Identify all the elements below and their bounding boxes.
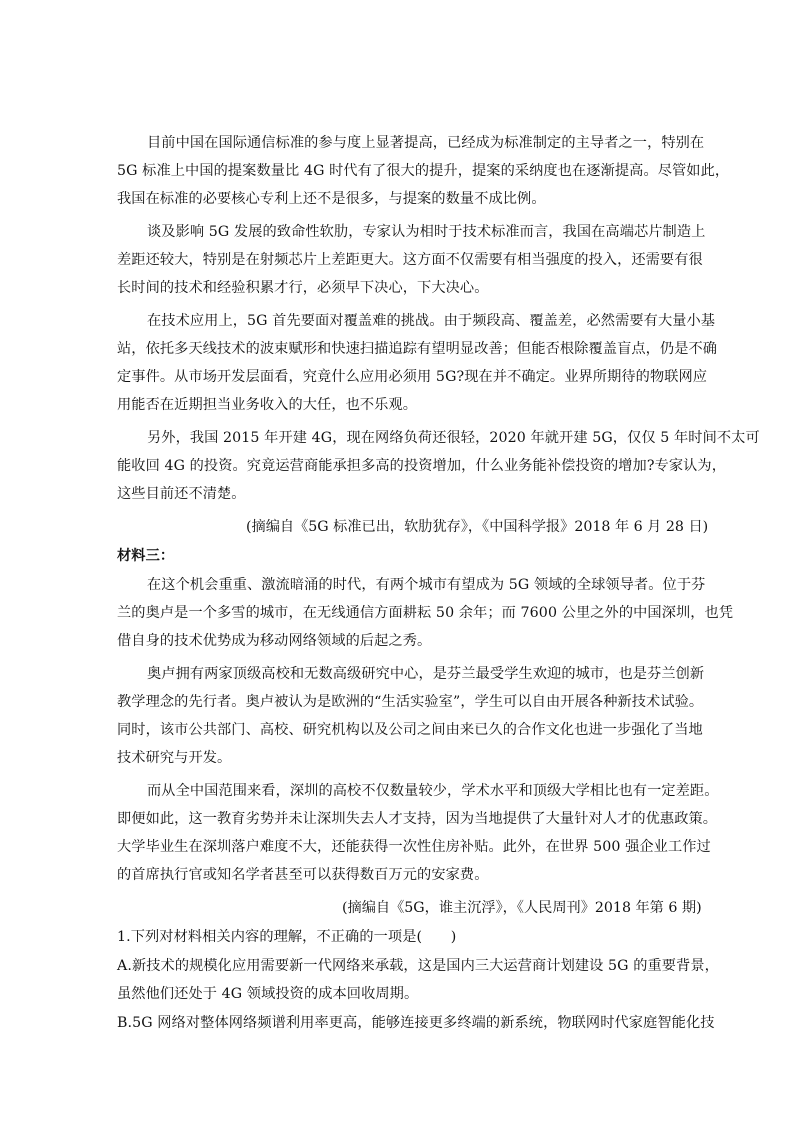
option-a-line-2: 虽然他们还处于 4G 领域投资的成本回收周期。: [117, 986, 419, 1002]
para2-line-1: 谈及影响 5G 发展的致命性软肋，专家认为相时于技术标准而言，我国在高端芯片制造上: [147, 224, 706, 240]
question-1-stem: 1.下列对材料相关内容的理解，不正确的一项是( ): [117, 929, 457, 945]
para1-line-1: 目前中国在国际通信标准的参与度上显著提高，已经成为标准制定的主导者之一，特别在: [147, 135, 705, 151]
para5-line-1: 在这个机会重重、激流暗涌的时代，有两个城市有望成为 5G 领域的全球领导者。位于芬: [147, 577, 706, 593]
para4-line-1: 另外，我国 2015 年开建 4G，现在网络负荷还很轻，2020 年就开建 5G，仅仅 5 年时间不太可: [147, 430, 760, 446]
para7-line-4: 的首席执行官或知名学者甚至可以获得数百万元的安家费。: [117, 867, 489, 883]
para1-line-2: 5G 标准上中国的提案数量比 4G 时代有了很大的提升，提案的采纳度也在逐渐提高。尽管如此，: [117, 163, 730, 179]
source-citation-1: (摘编自《5G 标准已出，软肋犹存》，《中国科学报》2018 年 6 月 28 日): [246, 519, 709, 535]
para6-line-2: 教学理念的先行者。奥卢被认为是欧洲的“生活实验室”，学生可以自由开展各种新技术试验。: [117, 694, 704, 710]
para3-line-2: 站，依托多天线技术的波束赋形和快速扫描追踪有望明显改善；但能否根除覆盖盲点，仍是不确: [117, 341, 718, 357]
para3-line-1: 在技术应用上，5G 首先要面对覆盖难的挑战。由于频段高、覆盖差，必然需要有大量小基: [147, 313, 716, 329]
para7-line-3: 大学毕业生在深圳落户难度不大，还能获得一次性住房补贴。此外，在世界 500 强企业工作过: [117, 839, 711, 855]
para7-line-2: 即便如此，这一教育劣势并未让深圳失去人才支持，因为当地提供了大量针对人才的优惠政策。: [117, 811, 718, 827]
para6-line-4: 技术研究与开发。: [117, 750, 232, 766]
para6-line-1: 奥卢拥有两家顶级高校和无数高级研究中心，是芬兰最受学生欢迎的城市，也是芬兰创新: [147, 666, 705, 682]
para4-line-3: 这些目前还不清楚。: [117, 486, 246, 502]
para2-line-3: 长时间的技术和经验积累才行，必须早下决心，下大决心。: [117, 280, 489, 296]
para6-line-3: 同时，该市公共部门、高校、研究机构以及公司之间由来已久的合作文化也进一步强化了当地: [117, 722, 703, 738]
para5-line-3: 借自身的技术优势成为移动网络领域的后起之秀。: [117, 633, 432, 649]
para4-line-2: 能收回 4G 的投资。究竟运营商能承担多高的投资增加，什么业务能补偿投资的增加?专家认为，: [117, 458, 726, 474]
para3-line-4: 用能否在近期担当业务收入的大任，也不乐观。: [117, 397, 418, 413]
para2-line-2: 差距还较大，特别是在射频芯片上差距更大。这方面不仅需要有相当强度的投入，还需要有很: [117, 252, 703, 268]
para3-line-3: 定事件。从市场开发层面看，究竟什么应用必须用 5G?现在并不确定。业界所期待的物联网应: [117, 369, 708, 385]
para1-line-3: 我国在标准的必要核心专利上还不是很多，与提案的数量不成比例。: [117, 191, 546, 207]
source-citation-2: (摘编自《5G，谁主沉浮》，《人民周刊》2018 年第 6 期): [342, 900, 702, 916]
para5-line-2: 兰的奥卢是一个多雪的城市，在无线通信方面耕耘 50 余年；而 7600 公里之外的中国深圳，也凭: [117, 605, 734, 621]
option-a-line-1: A.新技术的规模化应用需要新一代网络来承载，这是国内三大运营商计划建设 5G 的重要背景，: [117, 958, 719, 974]
option-b-line-1: B.5G 网络对整体网络频谱利用率更高，能够连接更多终端的新系统，物联网时代家庭智能化技: [117, 1015, 715, 1031]
para7-line-1: 而从全中国范围来看，深圳的高校不仅数量较少，学术水平和顶级大学相比也有一定差距。: [147, 783, 719, 799]
section-title-material-3: 材料三：: [117, 548, 175, 564]
